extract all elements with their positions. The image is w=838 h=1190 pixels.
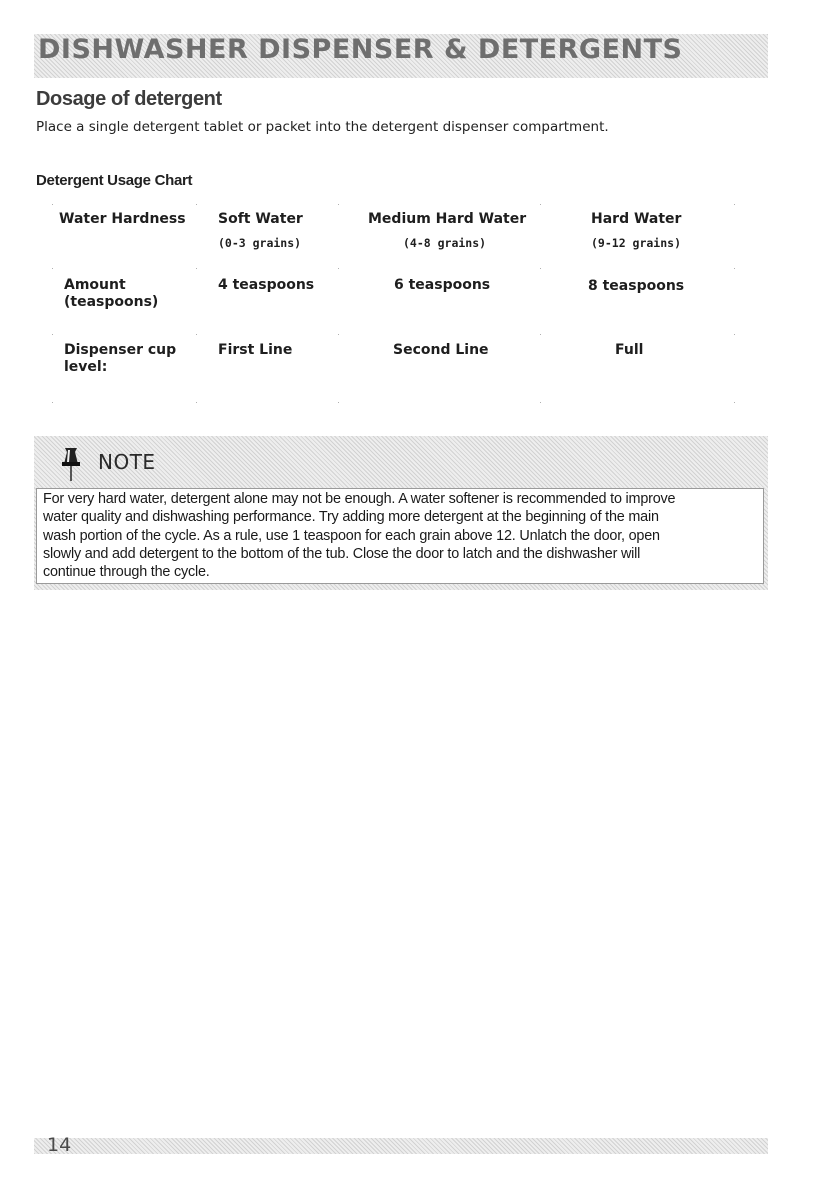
dosage-heading: Dosage of detergent <box>36 88 222 110</box>
note-box <box>34 436 768 590</box>
usage-chart-title: Detergent Usage Chart <box>36 172 193 189</box>
amount-hard: 8 teaspoons <box>588 278 685 294</box>
page-number: 14 <box>47 1134 72 1156</box>
cup-level-medium: Second Line <box>393 342 489 358</box>
medium-water-range: (4-8 grains) <box>403 236 487 250</box>
cup-level-soft: First Line <box>218 342 293 358</box>
pushpin-icon <box>56 444 86 484</box>
footer-bar <box>34 1134 768 1156</box>
note-label: NOTE <box>98 450 156 474</box>
hard-water-header: Hard Water <box>591 211 682 227</box>
page-title: DISHWASHER DISPENSER & DETERGENTS <box>38 34 683 65</box>
amount-soft: 4 teaspoons <box>218 277 315 293</box>
hard-water-range: (9-12 grains) <box>591 236 682 250</box>
cup-level-label: Dispenser cup level: <box>64 342 177 375</box>
cup-level-hard: Full <box>615 342 644 358</box>
dosage-intro: Place a single detergent tablet or packet into the detergent dispenser compartment. <box>36 119 609 135</box>
note-header <box>34 436 768 488</box>
medium-water-header: Medium Hard Water <box>368 211 527 227</box>
section-title-bar <box>34 34 768 78</box>
note-text: For very hard water, detergent alone may not be enough. A water softener is recommended to improve water quality and dishwashing performance. Try adding more detergent at the beginning of the main wash portion of the cycle. As a rule, use 1 teaspoon for each grain above 12. Unlatch the door, open slowly and add detergent to the bottom of the tub. Close the door to latch and the dishwasher will continue through the cycle. <box>36 488 764 584</box>
amount-label: Amount (teaspoons) <box>64 277 159 310</box>
amount-medium: 6 teaspoons <box>394 277 491 293</box>
water-hardness-label: Water Hardness <box>59 211 186 227</box>
soft-water-header: Soft Water <box>218 211 303 227</box>
soft-water-range: (0-3 grains) <box>218 236 302 250</box>
